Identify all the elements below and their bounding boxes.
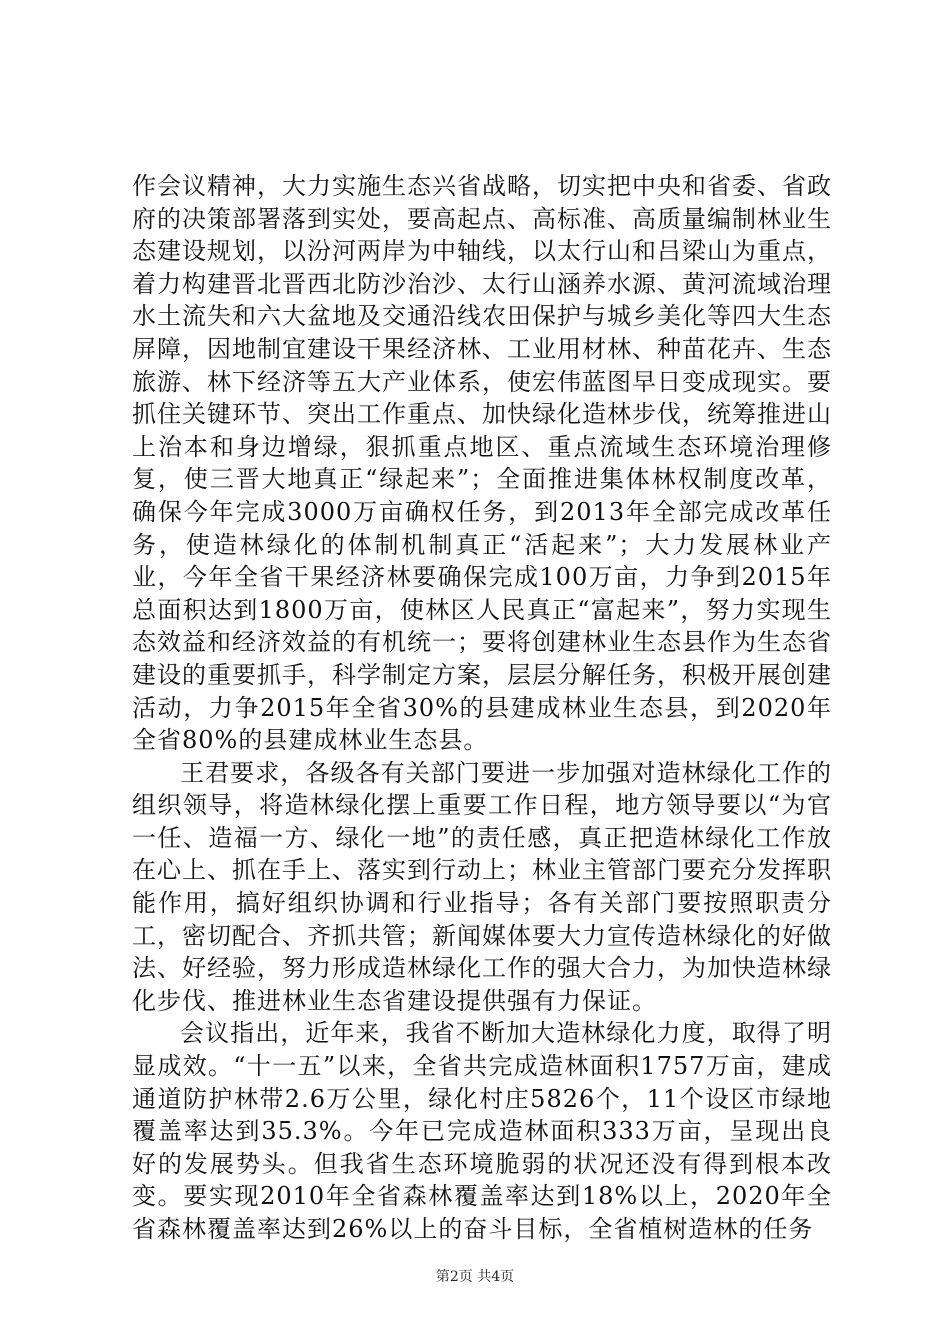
page-number-footer: 第2页 共4页: [435, 1269, 515, 1285]
paragraph-3: 会议指出，近年来，我省不断加大造林绿化力度，取得了明显成效。“十一五”以来，全省共完成造林面积1757万亩，建成通道防护林带2.6万公里，绿化村庄5826个，11个设区市绿地覆盖率达到35.3%。今年已完成造林面积333万亩，呈现出良好的发展势头。但我省生态环境脆弱的状况还没有得到根本改变。要实现2010年全省森林覆盖率达到18%以上，2020年全省森林覆盖率达到26%以上的奋斗目标，全省植树造林的任务: [132, 1019, 832, 1243]
paragraph-1: 作会议精神，大力实施生态兴省战略，切实把中央和省委、省政府的决策部署落到实处，要高起点、高标准、高质量编制林业生态建设规划，以汾河两岸为中轴线，以太行山和吕梁山为重点，着力构建晋北晋西北防沙治沙、太行山涵养水源、黄河流域治理水土流失和六大盆地及交通沿线农田保护与城乡美化等四大生态屏障，因地制宜建设干果经济林、工业用材林、种苗花卉、生态旅游、林下经济等五大产业体系，使宏伟蓝图早日变成现实。要抓住关键环节、突出工作重点、加快绿化造林步伐，统筹推进山上治本和身边增绿，狠抓重点地区、重点流域生态环境治理修复，使三晋大地真正“绿起来”；全面推进集体林权制度改革，确保今年完成3000万亩确权任务，到2013年全部完成改革任务，使造林绿化的体制机制真正“活起来”；大力发展林业产业，今年全省干果经济林要确保完成100万亩，力争到2015年总面积达到1800万亩，使林区人民真正“富起来”，努力实现生态效益和经济效益的有机统一；要将创建林业生态县作为生态省建设的重要抓手，科学制定方案，层层分解任务，积极开展创建活动，力争2015年全省30%的县建成林业生态县，到2020年全省80%的县建成林业生态县。: [132, 172, 832, 755]
paragraph-2: 王君要求，各级各有关部门要进一步加强对造林绿化工作的组织领导，将造林绿化摆上重要工作日程，地方领导要以“为官一任、造福一方、绿化一地”的责任感，真正把造林绿化工作放在心上、抓在手上、落实到行动上；林业主管部门要充分发挥职能作用，搞好组织协调和行业指导；各有关部门要按照职责分工，密切配合、齐抓共管；新闻媒体要大力宣传造林绿化的好做法、好经验，努力形成造林绿化工作的强大合力，为加快造林绿化步伐、推进林业生态省建设提供强有力保证。: [132, 758, 832, 1015]
document-body: [132, 170, 832, 1246]
